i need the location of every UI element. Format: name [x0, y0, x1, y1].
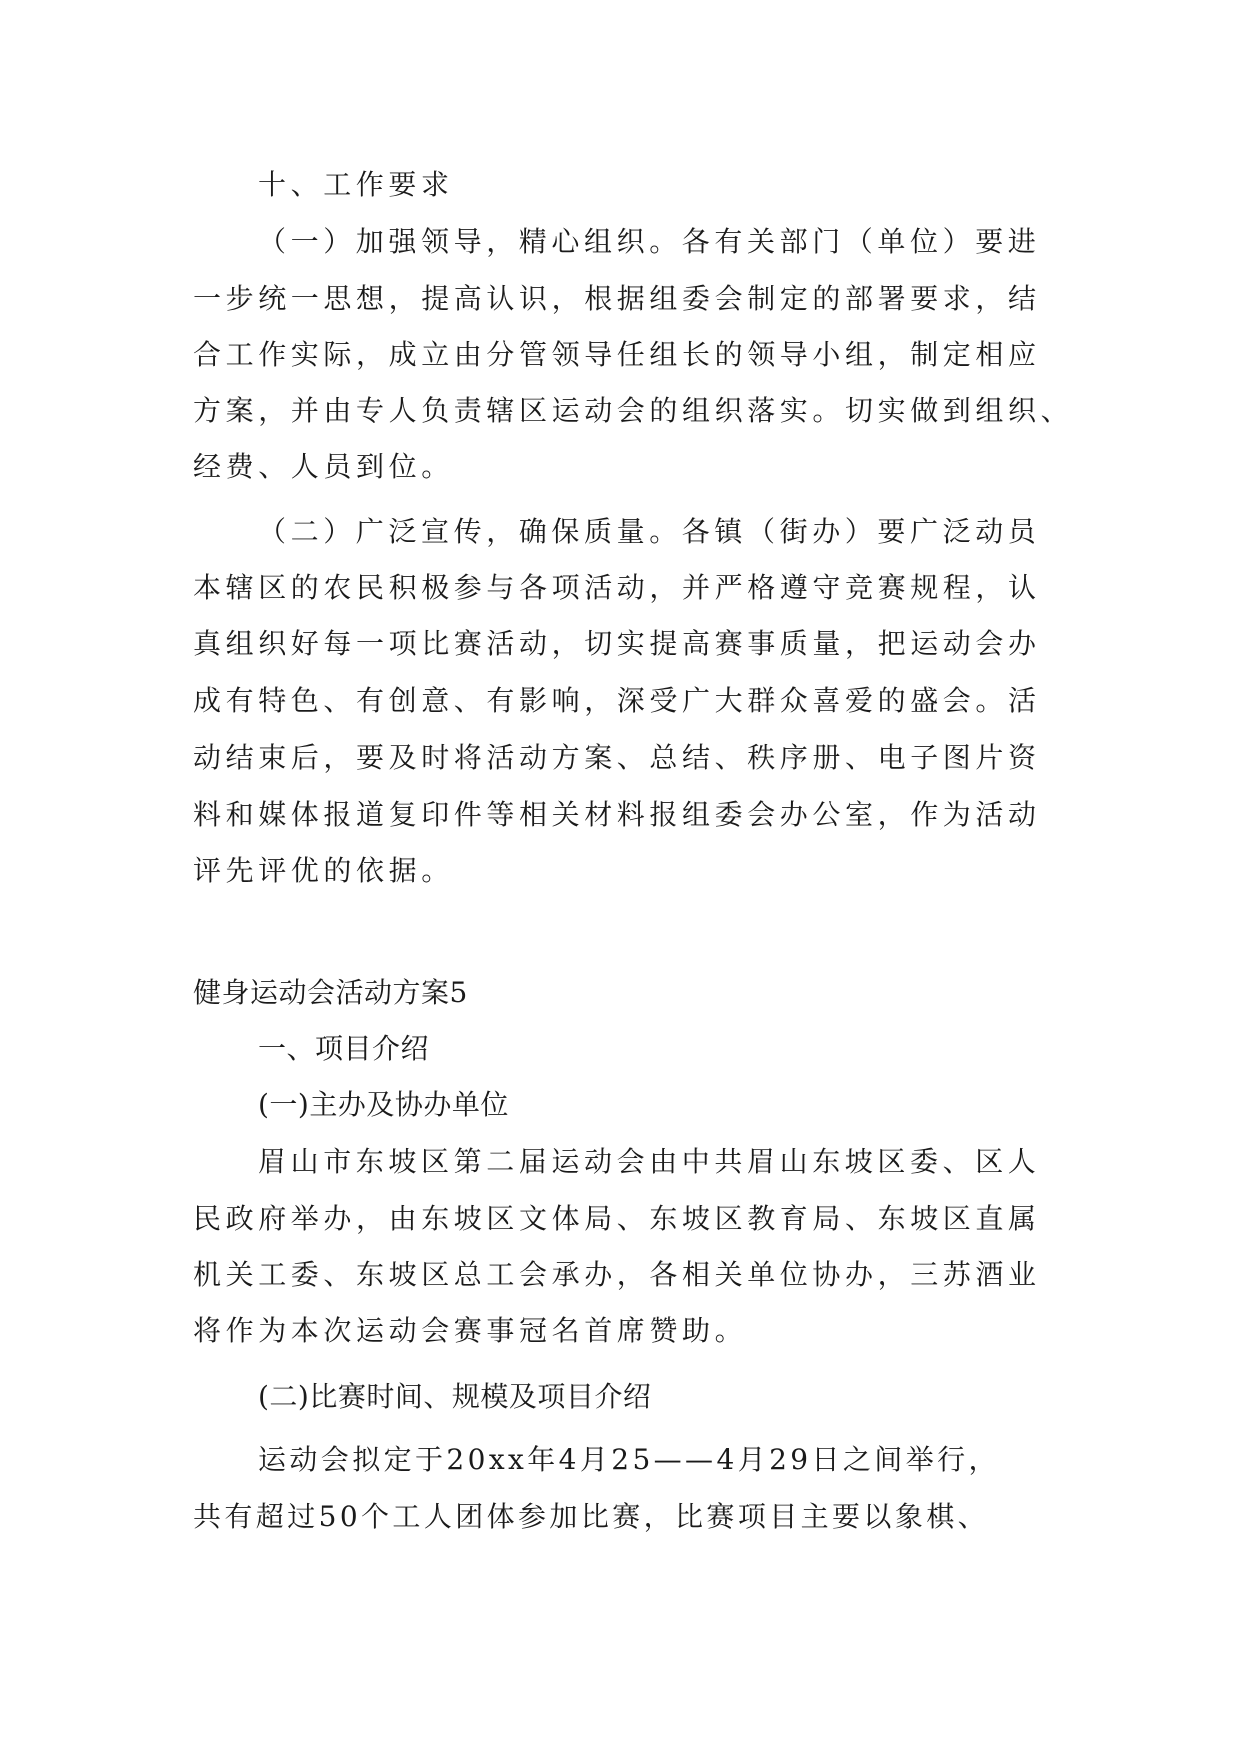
paragraph-line: 本辖区的农民积极参与各项活动，并严格遵守竞赛规程，认 [193, 571, 1041, 604]
paragraph-line: （二）广泛宣传，确保质量。各镇（街办）要广泛动员 [258, 515, 1041, 548]
paragraph-line: 动结束后，要及时将活动方案、总结、秩序册、电子图片资 [193, 741, 1041, 774]
paragraph-line: 成有特色、有创意、有影响，深受广大群众喜爱的盛会。活 [193, 684, 1041, 717]
paragraph-line: 评先评优的依据。 [193, 854, 454, 887]
subsection-heading: (二)比赛时间、规模及项目介绍 [258, 1380, 652, 1413]
document-title: 健身运动会活动方案5 [193, 976, 468, 1009]
paragraph-line: 运动会拟定于20xx年4月25——4月29日之间举行， [258, 1443, 1000, 1476]
subsection-heading: (一)主办及协办单位 [258, 1088, 509, 1121]
paragraph-line: 经费、人员到位。 [193, 450, 454, 483]
paragraph-line: 机关工委、东坡区总工会承办，各相关单位协办，三苏酒业 [193, 1258, 1041, 1291]
paragraph-line: 一步统一思想，提高认识，根据组委会制定的部署要求，结 [193, 282, 1041, 315]
paragraph-line: （一）加强领导，精心组织。各有关部门（单位）要进 [258, 225, 1041, 258]
paragraph-line: 合工作实际，成立由分管领导任组长的领导小组，制定相应 [193, 338, 1041, 371]
section-heading: 十、工作要求 [258, 168, 454, 201]
paragraph-line: 将作为本次运动会赛事冠名首席赞助。 [193, 1314, 748, 1347]
paragraph-line: 眉山市东坡区第二届运动会由中共眉山东坡区委、区人 [258, 1145, 1041, 1178]
paragraph-line: 真组织好每一项比赛活动，切实提高赛事质量，把运动会办 [193, 627, 1041, 660]
paragraph-line: 民政府举办，由东坡区文体局、东坡区教育局、东坡区直属 [193, 1202, 1041, 1235]
paragraph-line: 共有超过50个工人团体参加比赛，比赛项目主要以象棋、 [193, 1500, 990, 1533]
paragraph-line: 料和媒体报道复印件等相关材料报组委会办公室，作为活动 [193, 798, 1041, 831]
paragraph-line: 方案，并由专人负责辖区运动会的组织落实。切实做到组织、 [193, 394, 1074, 427]
section-heading: 一、项目介绍 [258, 1032, 430, 1065]
